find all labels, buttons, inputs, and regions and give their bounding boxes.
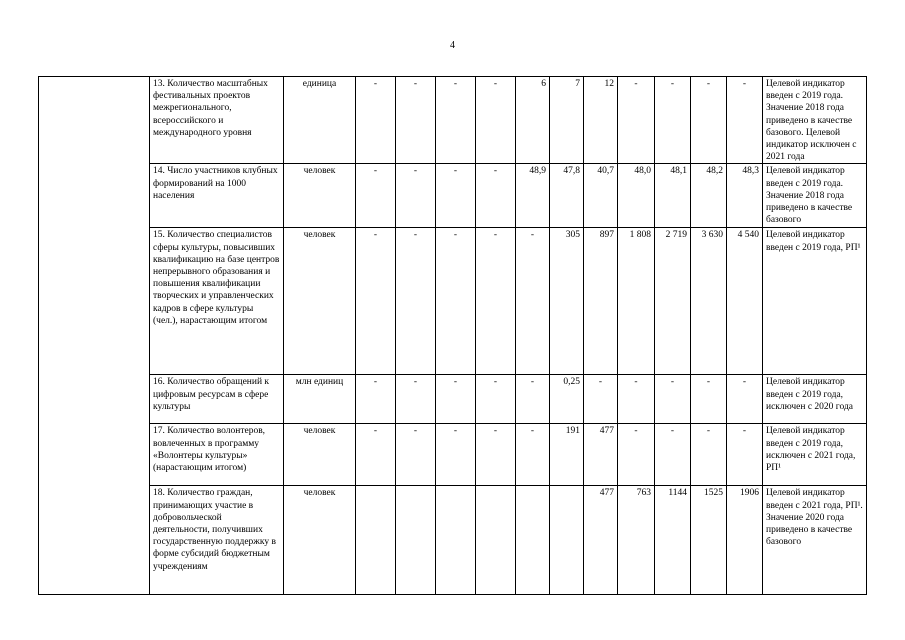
value-cell: -: [396, 424, 436, 486]
value-cell: -: [476, 228, 516, 375]
value-cell: -: [516, 375, 550, 424]
table-row: [39, 375, 867, 424]
table-row: [39, 228, 867, 375]
value-cell: [436, 486, 476, 595]
value-cell: 48,9: [516, 164, 550, 228]
value-cell: -: [516, 228, 550, 375]
note-cell: Целевой индикатор введен с 2019 года. Значение 2018 года приведено в качестве базового. Целевой индикатор исключен с 2021 года: [763, 77, 867, 164]
note-cell: Целевой индикатор введен с 2021 года, РП¹. Значение 2020 года приведено в качестве базового: [763, 486, 867, 595]
table-row: [39, 77, 867, 164]
value-cell: -: [584, 375, 618, 424]
value-cell: -: [356, 228, 396, 375]
value-cell: -: [436, 424, 476, 486]
empty-left-cell: [39, 77, 150, 595]
value-cell: -: [655, 424, 691, 486]
indicator-name: 14. Число участников клубных формирований на 1000 населения: [150, 164, 284, 228]
value-cell: 1525: [691, 486, 727, 595]
indicator-name: 15. Количество специалистов сферы культуры, повысивших квалификацию на базе центров непрерывного образования и повышения квалификации творческих и управленческих кадров в сфере культуры (чел.), нарастающим итогом: [150, 228, 284, 375]
value-cell: [476, 486, 516, 595]
value-cell: -: [396, 77, 436, 164]
value-cell: 2 719: [655, 228, 691, 375]
value-cell: 1 808: [618, 228, 655, 375]
unit-cell: млн единиц: [284, 375, 356, 424]
value-cell: 7: [550, 77, 584, 164]
value-cell: -: [396, 228, 436, 375]
value-cell: 48,0: [618, 164, 655, 228]
value-cell: 48,1: [655, 164, 691, 228]
value-cell: 1906: [727, 486, 763, 595]
value-cell: -: [727, 375, 763, 424]
value-cell: -: [691, 77, 727, 164]
value-cell: -: [691, 375, 727, 424]
value-cell: -: [396, 375, 436, 424]
value-cell: -: [618, 77, 655, 164]
value-cell: -: [727, 77, 763, 164]
value-cell: -: [356, 77, 396, 164]
indicator-name: 13. Количество масштабных фестивальных проектов межрегионального, всероссийского и международного уровня: [150, 77, 284, 164]
value-cell: -: [618, 375, 655, 424]
value-cell: -: [356, 375, 396, 424]
value-cell: 191: [550, 424, 584, 486]
value-cell: 897: [584, 228, 618, 375]
unit-cell: человек: [284, 228, 356, 375]
value-cell: 12: [584, 77, 618, 164]
value-cell: [356, 486, 396, 595]
value-cell: 1144: [655, 486, 691, 595]
value-cell: -: [476, 77, 516, 164]
value-cell: -: [436, 375, 476, 424]
value-cell: -: [356, 424, 396, 486]
value-cell: [516, 486, 550, 595]
value-cell: -: [516, 424, 550, 486]
indicator-name: 18. Количество граждан, принимающих участие в добровольческой деятельности, получивших государственную поддержку в форме субсидий бюджетным учреждениям: [150, 486, 284, 595]
indicators-table: [38, 76, 867, 595]
value-cell: 47,8: [550, 164, 584, 228]
unit-cell: человек: [284, 164, 356, 228]
value-cell: -: [727, 424, 763, 486]
indicator-name: 17. Количество волонтеров, вовлеченных в программу «Волонтеры культуры» (нарастающим итогом): [150, 424, 284, 486]
value-cell: -: [476, 375, 516, 424]
table-row: [39, 486, 867, 595]
value-cell: 48,2: [691, 164, 727, 228]
note-cell: Целевой индикатор введен с 2019 года, РП¹: [763, 228, 867, 375]
value-cell: 305: [550, 228, 584, 375]
value-cell: 3 630: [691, 228, 727, 375]
value-cell: 763: [618, 486, 655, 595]
value-cell: 4 540: [727, 228, 763, 375]
value-cell: 477: [584, 486, 618, 595]
value-cell: -: [618, 424, 655, 486]
value-cell: -: [356, 164, 396, 228]
value-cell: -: [691, 424, 727, 486]
value-cell: 0,25: [550, 375, 584, 424]
unit-cell: человек: [284, 486, 356, 595]
note-cell: Целевой индикатор введен с 2019 года, исключен с 2020 года: [763, 375, 867, 424]
table-row: [39, 424, 867, 486]
page-number: 4: [450, 40, 455, 51]
value-cell: 6: [516, 77, 550, 164]
value-cell: -: [436, 228, 476, 375]
unit-cell: единица: [284, 77, 356, 164]
unit-cell: человек: [284, 424, 356, 486]
note-cell: Целевой индикатор введен с 2019 года. Значение 2018 года приведено в качестве базового: [763, 164, 867, 228]
value-cell: -: [436, 77, 476, 164]
indicator-name: 16. Количество обращений к цифровым ресурсам в сфере культуры: [150, 375, 284, 424]
value-cell: 48,3: [727, 164, 763, 228]
note-cell: Целевой индикатор введен с 2019 года, исключен с 2021 года, РП¹: [763, 424, 867, 486]
value-cell: -: [655, 375, 691, 424]
value-cell: -: [655, 77, 691, 164]
value-cell: [396, 486, 436, 595]
table-row: [39, 164, 867, 228]
value-cell: [550, 486, 584, 595]
value-cell: -: [476, 164, 516, 228]
value-cell: 40,7: [584, 164, 618, 228]
value-cell: 477: [584, 424, 618, 486]
value-cell: -: [396, 164, 436, 228]
value-cell: -: [476, 424, 516, 486]
value-cell: -: [436, 164, 476, 228]
